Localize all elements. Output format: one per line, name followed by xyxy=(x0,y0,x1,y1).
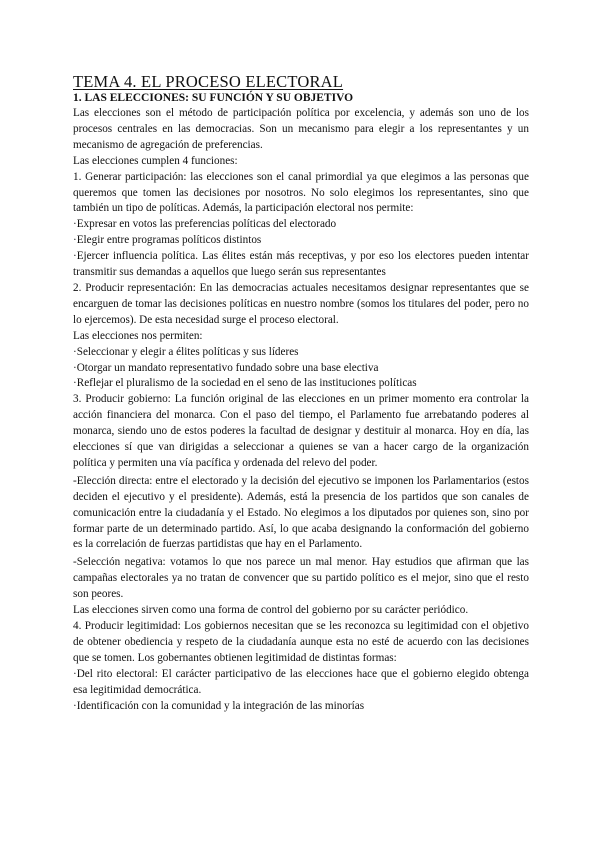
paragraph-function-3: 3. Producir gobierno: La función original de las elecciones en un primer momento era controlar la acción financiera del monarca. Con el paso del tiempo, el Parlamento fue arrebatando poderes al monarca, siendo uno de estos poderes la facultad de designar y destituir al monarca. Hoy en día, las elecciones sí que van dirigidas a seleccionar a quienes se van a hacer cargo de la organización política y permiten una vía pacífica y ordenada del relevo del poder. xyxy=(73,393,529,469)
paragraph-functions-intro: Las elecciones cumplen 4 funciones: xyxy=(73,154,238,167)
bullet-item: ·Seleccionar y elegir a élites políticas y sus líderes xyxy=(73,345,299,358)
paragraph-function-4: 4. Producir legitimidad: Los gobiernos necesitan que se les reconozca su legitimidad con el objetivo de obtener obediencia y respeto de la ciudadanía aunque esta no esté de acuerdo con las decisiones que se tomen. Los gobernantes obtienen legitimidad de distintas formas: xyxy=(73,620,529,664)
paragraph-intro: Las elecciones son el método de participación política por excelencia, y además son uno de los procesos centrales en las democracias. Son un mecanismo para elegir a los representantes y un mecanismo de agregación de preferencias. xyxy=(73,107,529,151)
bullet-item: ·Identificación con la comunidad y la integración de las minorías xyxy=(73,699,365,712)
paragraph-function-1: 1. Generar participación: las elecciones son el canal primordial ya que elegimos a las personas que queremos que tomen las decisiones por nosotros. No solo elegimos los representantes, sino que también un tipo de políticas. Además, la participación electoral nos permite: xyxy=(73,170,529,215)
bullet-item: ·Ejercer influencia política. Las élites están más receptivas, y por eso los electores pueden intentar transmitir sus demandas a aquellos que luego serán sus representantes xyxy=(73,250,529,279)
bullet-item: ·Del rito electoral: El carácter participativo de las elecciones hace que el gobierno elegido obtenga esa legitimidad democrática. xyxy=(73,667,529,696)
paragraph-control: Las elecciones sirven como una forma de control del gobierno por su carácter periódico. xyxy=(73,604,469,617)
paragraph-direct-election: -Elección directa: entre el electorado y la decisión del ejecutivo se imponen los Parlamentarios (estos deciden el ejecutivo y el presidente). Además, está la presencia de los partidos que son canales de comunicación entre la ciudadanía y el Estado. No elegimos a los diputados por quienes son, sino por formar parte de un determinado partido. Así, lo que acaba designando la conformación del gobierno es la correlación de fuerzas partidistas que hay en el Parlamento. xyxy=(73,474,529,551)
document-title: TEMA 4. EL PROCESO ELECTORAL xyxy=(73,72,344,91)
paragraph-permit-intro: Las elecciones nos permiten: xyxy=(73,329,203,342)
bullet-item: ·Reflejar el pluralismo de la sociedad en el seno de las instituciones políticas xyxy=(73,377,417,390)
paragraph-negative-selection: -Selección negativa: votamos lo que nos parece un mal menor. Hay estudios que afirman que las campañas electorales ya no tratan de convencer que su partido político es el mejor, sino que el resto son peores. xyxy=(73,556,529,601)
bullet-item: ·Expresar en votos las preferencias políticas del electorado xyxy=(73,218,337,231)
bullet-item: ·Otorgar un mandato representativo fundado sobre una base electiva xyxy=(73,361,379,374)
paragraph-function-2: 2. Producir representación: En las democracias actuales necesitamos designar representantes que se encarguen de tomar las decisiones políticas en nuestro nombre (somos los titulares del poder, pero no lo ejercemos). De esta necesidad surge el proceso electoral. xyxy=(73,281,529,326)
bullet-item: ·Elegir entre programas políticos distintos xyxy=(73,234,262,247)
section-heading: 1. LAS ELECCIONES: SU FUNCIÓN Y SU OBJETIVO xyxy=(73,92,354,104)
